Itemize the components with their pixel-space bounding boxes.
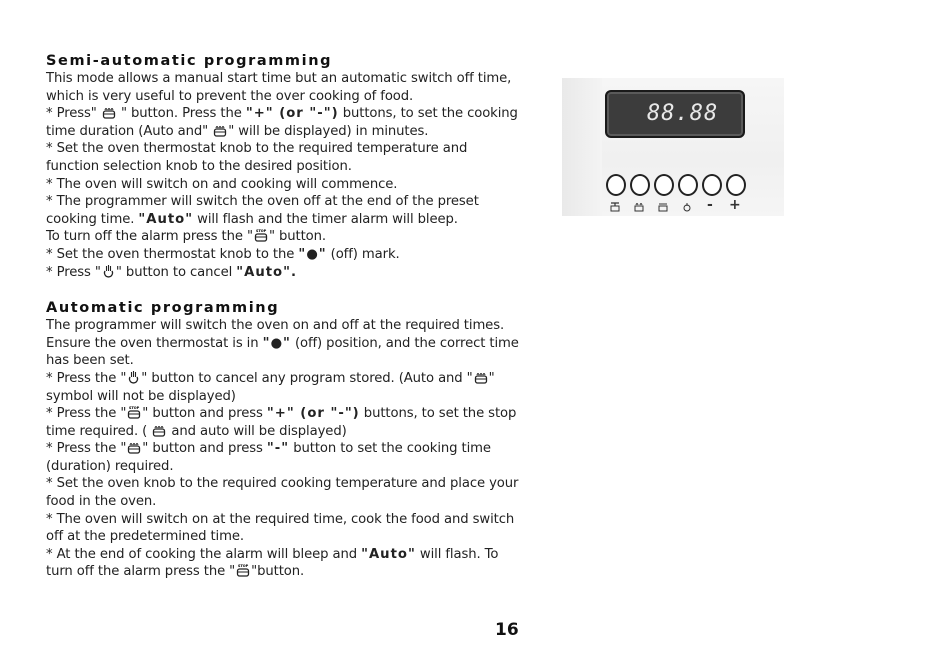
manual-symbol-icon (681, 202, 693, 212)
section-heading-automatic: Automatic programming (46, 300, 280, 317)
stop-icon (127, 405, 141, 419)
button-minus (702, 174, 722, 196)
button-clock (606, 174, 626, 196)
stop-icon (254, 228, 268, 242)
button-stop (654, 174, 674, 196)
auto-para-2: Ensure the oven thermostat is in "●" (off) position, and the correct time has been set. (46, 335, 519, 369)
semi-step-1: * Press" " button. Press the "+" (or "-") buttons, to set the cooking time duration (Auto and" " will be displayed) in minutes. (46, 106, 518, 139)
auto-step-5: * The oven will switch on at the required time, cook the food and switch off at the predetermined time. (46, 511, 515, 545)
clock-symbol-icon (609, 202, 621, 212)
minus-symbol: - (707, 197, 713, 213)
text-column (46, 52, 524, 581)
cooking-time-icon (102, 105, 116, 119)
auto-para-1: The programmer will switch the oven on and off at the required times. (46, 318, 505, 334)
stop-icon (236, 563, 250, 577)
cooking-time-icon (474, 370, 488, 384)
plus-symbol: + (729, 197, 741, 213)
svg-text:STOP: STOP (237, 564, 249, 569)
semi-step-6: * Press " " button to cancel "Auto". (46, 264, 297, 280)
svg-text:STOP: STOP (255, 229, 267, 234)
auto-step-4: * Set the oven knob to the required cooking temperature and place your food in the oven. (46, 476, 519, 510)
cooking-time-symbol-icon (633, 202, 645, 212)
semi-step-2: * Set the oven thermostat knob to the required temperature and function selection knob to the desired position. (46, 141, 468, 174)
cooking-time-icon (152, 423, 166, 437)
auto-step-6: * At the end of cooking the alarm will bleep and "Auto" will flash. To turn off the alarm press the " STOP "button. (46, 546, 499, 580)
auto-step-3: * Press the " " button and press "-" button to set the cooking time (duration) required. (46, 441, 491, 474)
svg-text:STOP: STOP (129, 406, 140, 411)
section-heading-semi-automatic: Semi-automatic programming (46, 53, 333, 69)
manual-icon (127, 370, 140, 384)
semi-step-5: * Set the oven thermostat knob to the "●" (off) mark. (46, 246, 400, 262)
button-cooking-time (630, 174, 650, 196)
cooking-time-icon (213, 123, 227, 137)
semi-step-4: * The programmer will switch the oven off at the end of the preset cooking time. "Auto" will flash and the timer alarm will bleep. To turn off the alarm press the " STOP " button. (46, 194, 479, 245)
manual-icon (102, 264, 115, 278)
auto-step-2: * Press the " STOP " button and press "+" (or "-") buttons, to set the stop time required. ( and auto will be displayed) (46, 406, 517, 439)
auto-step-1: * Press the " " button to cancel any program stored. (Auto and " " symbol will not be displayed) (46, 370, 495, 404)
cooking-time-icon (127, 440, 141, 454)
page-number: 16 (495, 620, 519, 640)
programmer-panel-illustration (562, 78, 784, 216)
semi-intro: This mode allows a manual start time but an automatic switch off time, which is very useful to prevent the over cooking of food. (46, 71, 512, 104)
button-manual (678, 174, 698, 196)
programmer-display (605, 90, 745, 138)
semi-step-3: * The oven will switch on and cooking will commence. (46, 176, 398, 192)
stop-symbol-icon (657, 202, 669, 212)
display-value: 88.88 (647, 101, 719, 126)
button-plus (726, 174, 746, 196)
